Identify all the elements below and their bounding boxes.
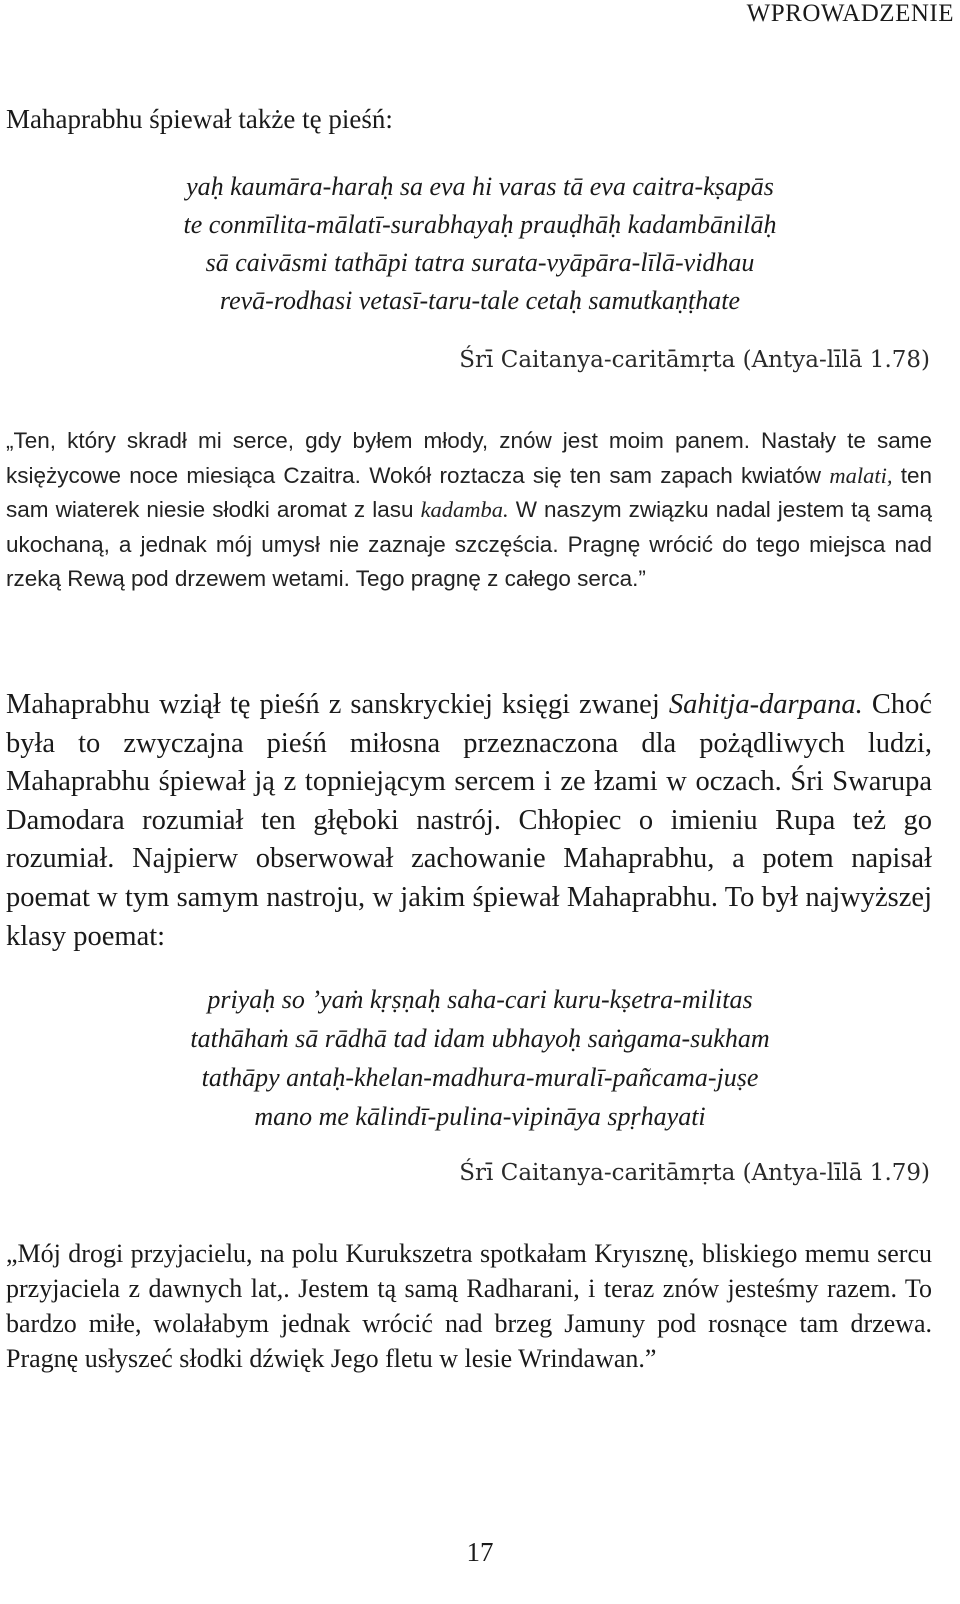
verse-line: mano me kālindī-pulina-vipināya spṛhayati <box>254 1102 706 1131</box>
sanskrit-verse-1 <box>0 168 960 320</box>
book-title: Sahitja-darpana. <box>668 689 863 720</box>
verse-line: yaḥ kaumāra-haraḥ sa eva hi varas tā eva caitra-kṣapās <box>186 172 774 201</box>
translation-paragraph-2: „Mój drogi przyjacielu, na polu Kurukszetra spotkałam Kryısznę, bliskiego memu sercu przyjaciela z dawnych lat,. Jestem tą samą Radharani, i teraz znów jesteśmy razem. To bardzo miłe, wolałabym jednak wrócić nad brzeg Jamuny pod rosnące tam drzewa. Pragnę usłyszeć słodki dźwięk Jego fletu w lesie Wrindawan.” <box>6 1239 932 1373</box>
verse-line: revā-rodhasi vetasī-taru-tale cetaḥ samutkaṇṭhate <box>219 286 741 315</box>
translation-text: ten sam wiaterek niesie słodki aromat z lasu <box>6 462 933 523</box>
term-malati: malati, <box>829 462 893 488</box>
commentary-text: Choć była to zwyczajna pieśń miłosna przeznaczona dla pożądliwych ludzi, Mahaprabhu śpiewał ją z topniejącym sercem i ze łzami w oczach. Śri Swarupa Damodara rozumiał ten głęboki nastrój. Chłopiec o imieniu Rupa też go rozumiał. Najpierw obserwował zachowanie Mahaprabhu, a potem napisał poemat w tym samym nastroju, w jakim śpiewał Mahaprabhu. To był najwyższej klasy poemat: <box>6 689 932 952</box>
commentary-text: Mahaprabhu wziął tę pieśń z sanskryckiej księgi zwanej <box>6 689 669 720</box>
verse-line: tathāhaṁ sā rādhā tad idam ubhayoḥ saṅgama-sukham <box>190 1024 770 1053</box>
translation-paragraph-1 <box>6 424 932 597</box>
verse-source-2: Śrī Caitanya-caritāmṛta (Antya-līlā 1.79) <box>459 1160 930 1186</box>
running-header: WPROWADZENIE <box>746 0 954 27</box>
sanskrit-verse-2 <box>0 980 960 1136</box>
verse-line: sā caivāsmi tathāpi tatra surata-vyāpāra-līlā-vidhau <box>205 248 755 277</box>
commentary-paragraph <box>6 686 932 956</box>
translation-text: W naszym związku nadal jestem tą samą ukochaną, a jednak mój umysł nie zaznaje szczęścia. Pragnę wrócić do tego miejsca nad rzeką Rewą pod drzewem wetami. Tego pragnę z całego serca.” <box>6 497 932 592</box>
term-kadamba: kadamba. <box>420 497 509 523</box>
intro-line: Mahaprabhu śpiewał także tę pieśń: <box>6 104 393 134</box>
translation-text: „Ten, który skradł mi serce, gdy byłem młody, znów jest moim panem. Nastały te same księżycowe noce miesiąca Czaitra. Wokół roztacza się ten sam zapach kwiatów <box>6 428 932 488</box>
verse-line: te conmīlita-mālatī-surabhayaḥ prauḍhāḥ kadambānilāḥ <box>183 210 777 239</box>
verse-line: tathāpy antaḥ-khelan-madhura-muralī-pañcama-juṣe <box>201 1063 759 1092</box>
verse-line: priyaḥ so ’yaṁ kṛṣṇaḥ saha-cari kuru-kṣetra-militas <box>207 985 753 1014</box>
page-number: 17 <box>466 1537 494 1567</box>
verse-source-1: Śrī Caitanya-caritāmṛta (Antya-līlā 1.78) <box>459 347 930 373</box>
